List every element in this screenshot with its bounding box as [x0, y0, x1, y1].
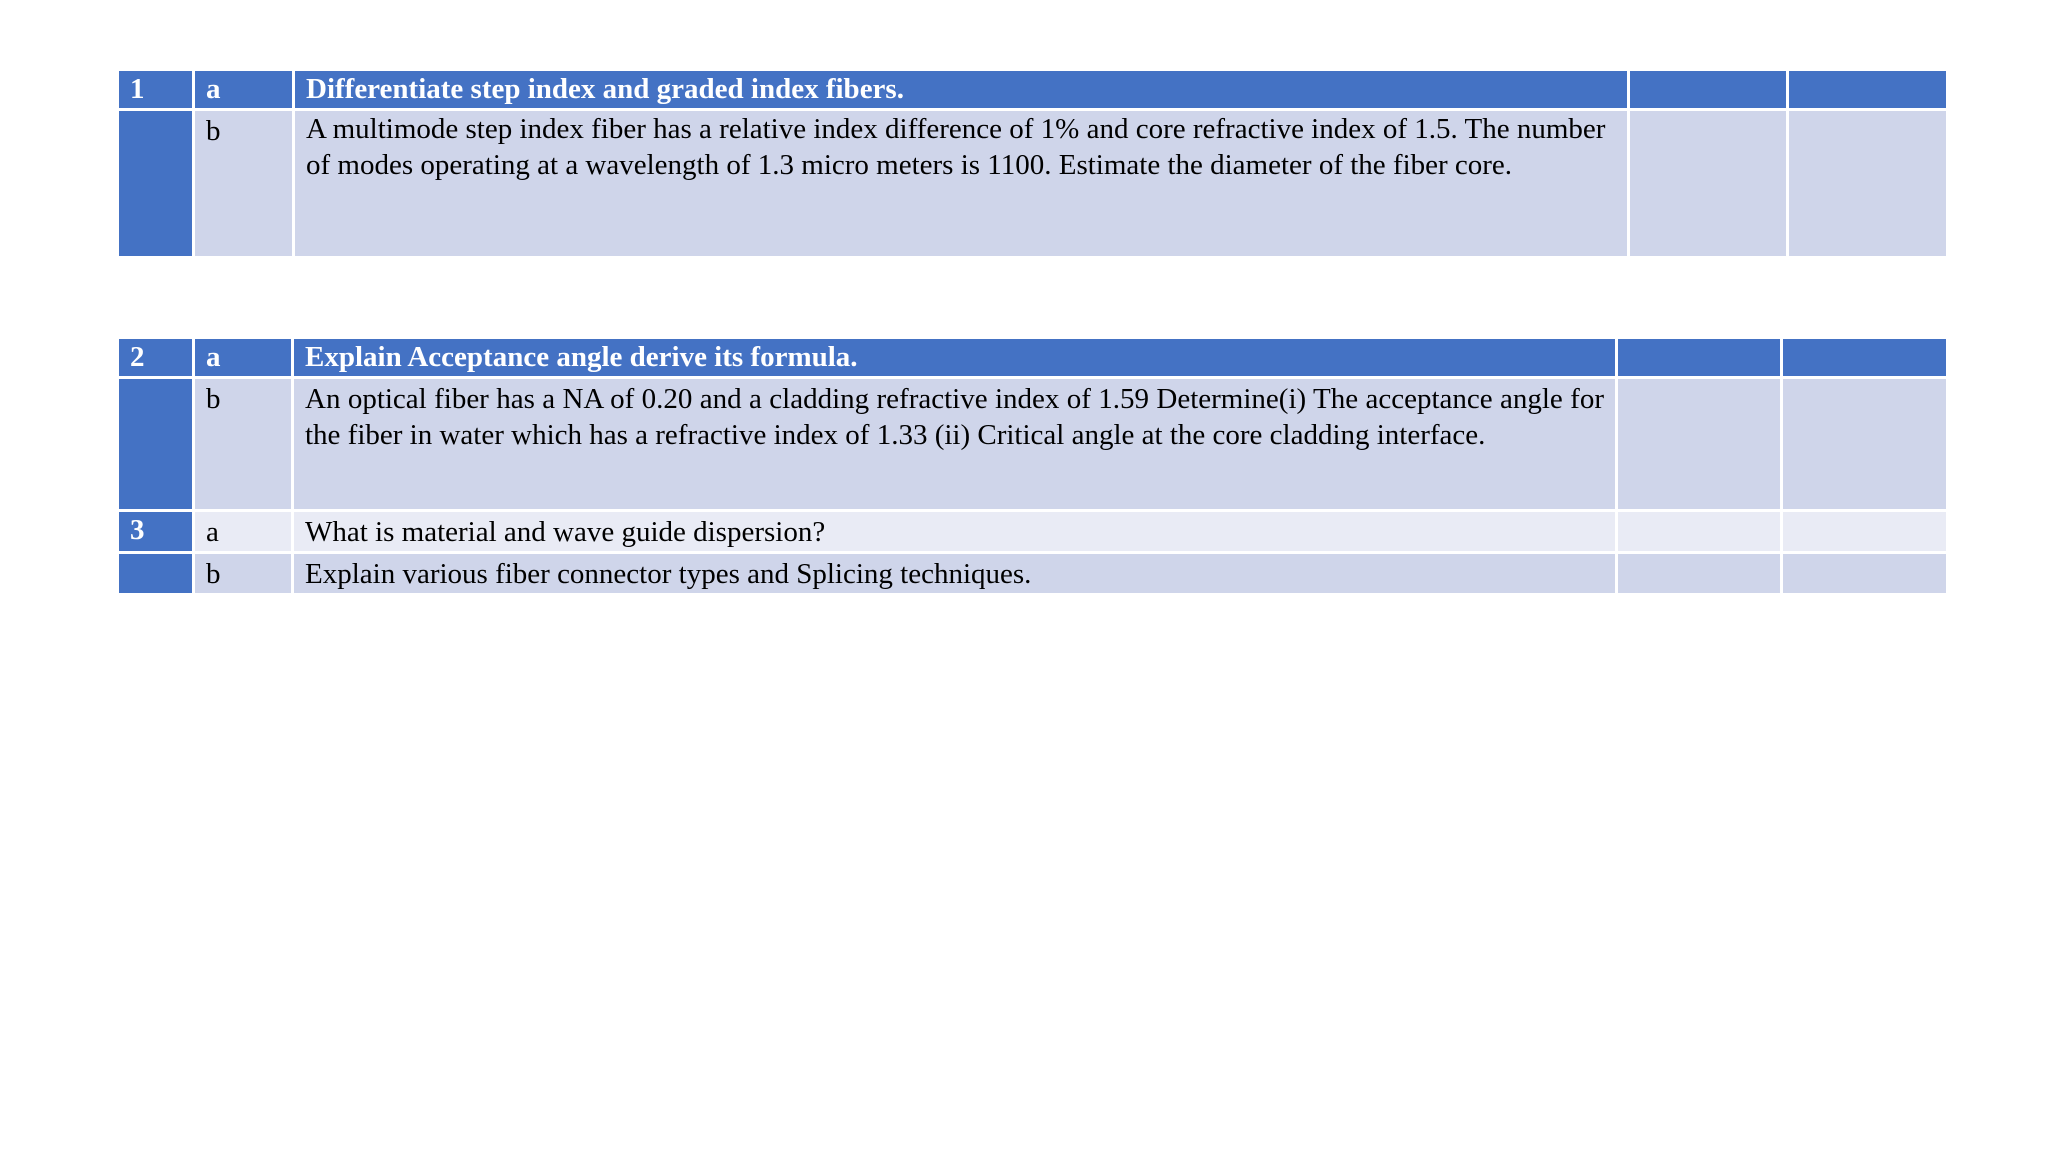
- question-text: Explain Acceptance angle derive its formula.: [294, 339, 1615, 376]
- marks-cell: [1630, 111, 1786, 256]
- co-cell: [1789, 111, 1946, 256]
- co-cell: [1783, 339, 1946, 376]
- question-text: Differentiate step index and graded index fibers.: [295, 71, 1627, 108]
- co-cell: [1783, 554, 1946, 593]
- co-cell: [1783, 512, 1946, 551]
- co-cell: [1783, 379, 1946, 509]
- question-text: A multimode step index fiber has a relative index difference of 1% and core refractive index of 1.5. The number of modes operating at a wavelength of 1.3 micro meters is 1100. Estimate the diameter of the fiber core.: [295, 111, 1627, 256]
- question-table-1: [116, 68, 1949, 259]
- question-part: a: [195, 512, 291, 551]
- question-table-2: [116, 336, 1949, 596]
- question-text: An optical fiber has a NA of 0.20 and a cladding refractive index of 1.59 Determine(i) The acceptance angle for the fiber in water which has a refractive index of 1.33 (ii) Critical angle at the core cladding interface.: [294, 379, 1615, 509]
- marks-cell: [1618, 554, 1780, 593]
- question-row: [119, 111, 1946, 256]
- co-cell: [1789, 71, 1946, 108]
- marks-cell: [1630, 71, 1786, 108]
- question-part: b: [195, 379, 291, 509]
- question-text: Explain various fiber connector types and Splicing techniques.: [294, 554, 1615, 593]
- question-number: [119, 554, 192, 593]
- question-row: [119, 379, 1946, 509]
- question-part: a: [195, 339, 291, 376]
- question-number: 1: [119, 71, 192, 108]
- question-part: a: [195, 71, 292, 108]
- question-number: 2: [119, 339, 192, 376]
- marks-cell: [1618, 379, 1780, 509]
- question-text: What is material and wave guide dispersion?: [294, 512, 1615, 551]
- question-row: [119, 554, 1946, 593]
- question-part: b: [195, 554, 291, 593]
- marks-cell: [1618, 339, 1780, 376]
- question-number: [119, 379, 192, 509]
- question-row: [119, 512, 1946, 551]
- question-row: [119, 71, 1946, 108]
- question-row: [119, 339, 1946, 376]
- question-number: [119, 111, 192, 256]
- marks-cell: [1618, 512, 1780, 551]
- question-part: b: [195, 111, 292, 256]
- question-number: 3: [119, 512, 192, 551]
